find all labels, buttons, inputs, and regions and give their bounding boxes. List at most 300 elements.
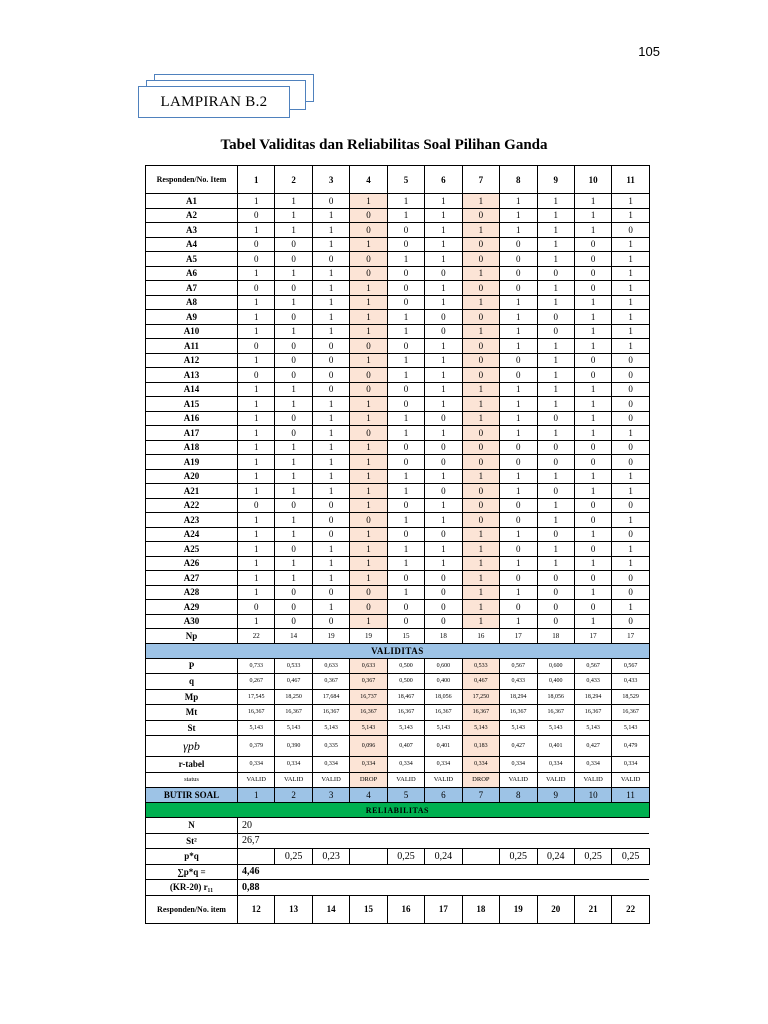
respondent-row-cell: 1 xyxy=(275,266,312,281)
rpb-row-label: γpb xyxy=(146,736,238,757)
respondent-row-cell: 1 xyxy=(312,295,349,310)
stat-row-p-cell: 0,500 xyxy=(387,658,424,674)
lampiran-label: LAMPIRAN B.2 xyxy=(138,86,290,118)
respondent-row-label: A2 xyxy=(146,208,238,223)
stat-row-p-label: P xyxy=(146,658,238,674)
rtabel-row-cell: 0,334 xyxy=(350,757,387,773)
respondent-row-label: A10 xyxy=(146,324,238,339)
respondent-row-cell: 0 xyxy=(612,498,649,513)
stat-row-mp-cell: 18,467 xyxy=(387,689,424,705)
respondent-row-cell: 1 xyxy=(312,324,349,339)
respondent-row-cell: 1 xyxy=(238,353,275,368)
respondent-row-cell: 0 xyxy=(612,223,649,238)
respondent-row-cell: 1 xyxy=(350,324,387,339)
respondent-row-cell: 1 xyxy=(500,208,537,223)
pq-cell xyxy=(238,849,275,865)
respondent-row-cell: 0 xyxy=(462,353,499,368)
respondent-row-cell: 1 xyxy=(275,194,312,209)
status-row-label: status xyxy=(146,772,238,788)
stat-row-p xyxy=(146,658,650,674)
rtabel-row-cell: 0,334 xyxy=(425,757,462,773)
stat-row-q-cell: 0,400 xyxy=(425,674,462,690)
respondent-row-cell: 1 xyxy=(425,542,462,557)
respondent-row xyxy=(146,556,650,571)
respondent-row-cell: 0 xyxy=(462,368,499,383)
butir-soal-number: 2 xyxy=(275,788,312,803)
respondent-row-cell: 1 xyxy=(425,469,462,484)
respondent-row-cell: 0 xyxy=(425,411,462,426)
header-item-number: 3 xyxy=(312,166,349,194)
np-row-cell: 19 xyxy=(350,629,387,644)
respondent-row xyxy=(146,324,650,339)
respondent-row-cell: 1 xyxy=(350,237,387,252)
respondent-row-cell: 1 xyxy=(238,585,275,600)
respondent-row-cell: 1 xyxy=(574,339,611,354)
respondent-row-cell: 0 xyxy=(238,339,275,354)
respondent-row-cell: 0 xyxy=(350,339,387,354)
respondent-row-cell: 1 xyxy=(462,266,499,281)
respondent-row-cell: 0 xyxy=(500,498,537,513)
stat-row-q-cell: 0,467 xyxy=(275,674,312,690)
respondent-row-label: A16 xyxy=(146,411,238,426)
respondent-row-cell: 0 xyxy=(537,527,574,542)
stat-row-mp-label: Mp xyxy=(146,689,238,705)
np-row-cell: 17 xyxy=(500,629,537,644)
respondent-row-cell: 1 xyxy=(312,266,349,281)
respondent-row-cell: 0 xyxy=(312,382,349,397)
header2-responden-label: Responden/No. item xyxy=(146,895,238,923)
respondent-row-cell: 1 xyxy=(500,295,537,310)
respondent-row xyxy=(146,600,650,615)
rel-st-value: 26,7 xyxy=(238,833,650,849)
respondent-row-cell: 0 xyxy=(387,397,424,412)
respondent-row-cell: 0 xyxy=(612,397,649,412)
status-row-cell: VALID xyxy=(275,772,312,788)
respondent-row-cell: 0 xyxy=(574,281,611,296)
stat-row-p-cell: 0,533 xyxy=(462,658,499,674)
respondent-row-cell: 0 xyxy=(500,440,537,455)
respondent-row-cell: 1 xyxy=(425,295,462,310)
butir-soal-number: 8 xyxy=(500,788,537,803)
stat-row-p-cell: 0,567 xyxy=(574,658,611,674)
butir-soal-number: 4 xyxy=(350,788,387,803)
respondent-row-label: A13 xyxy=(146,368,238,383)
stat-row-q-cell: 0,467 xyxy=(462,674,499,690)
respondent-row-cell: 1 xyxy=(425,237,462,252)
respondent-row-cell: 0 xyxy=(387,339,424,354)
respondent-row-cell: 1 xyxy=(238,266,275,281)
respondent-row-cell: 1 xyxy=(612,295,649,310)
rel-st-label: St² xyxy=(146,833,238,849)
respondent-row-cell: 0 xyxy=(462,513,499,528)
respondent-row-cell: 1 xyxy=(238,295,275,310)
respondent-row xyxy=(146,208,650,223)
respondent-row-cell: 0 xyxy=(238,208,275,223)
respondent-row-cell: 1 xyxy=(462,527,499,542)
pq-cell: 0,25 xyxy=(574,849,611,865)
respondent-row-cell: 0 xyxy=(238,368,275,383)
respondent-row-cell: 1 xyxy=(537,542,574,557)
respondent-row-cell: 1 xyxy=(312,469,349,484)
respondent-row-cell: 0 xyxy=(275,542,312,557)
respondent-row-cell: 1 xyxy=(238,397,275,412)
header2-item-number: 21 xyxy=(574,895,611,923)
respondent-row-cell: 1 xyxy=(350,571,387,586)
reliabilitas-heading: RELIABILITAS xyxy=(146,803,650,818)
respondent-row-cell: 1 xyxy=(387,252,424,267)
status-row-cell: DROP xyxy=(462,772,499,788)
respondent-row xyxy=(146,498,650,513)
respondent-row-cell: 1 xyxy=(500,382,537,397)
respondent-row-cell: 1 xyxy=(312,208,349,223)
np-row-cell: 15 xyxy=(387,629,424,644)
respondent-row-cell: 1 xyxy=(387,426,424,441)
respondent-row-cell: 0 xyxy=(612,571,649,586)
respondent-row-cell: 0 xyxy=(500,237,537,252)
respondent-row-cell: 0 xyxy=(350,382,387,397)
respondent-row-cell: 1 xyxy=(574,585,611,600)
respondent-row-cell: 0 xyxy=(238,281,275,296)
stat-row-mp-cell: 17,684 xyxy=(312,689,349,705)
respondent-row-cell: 0 xyxy=(612,440,649,455)
butir-soal-number: 10 xyxy=(574,788,611,803)
respondent-row-cell: 1 xyxy=(238,324,275,339)
respondent-row-cell: 1 xyxy=(612,542,649,557)
respondent-row-label: A20 xyxy=(146,469,238,484)
respondent-row-cell: 0 xyxy=(312,614,349,629)
stat-row-st xyxy=(146,720,650,736)
stat-row-st-cell: 5,143 xyxy=(462,720,499,736)
respondent-row-cell: 1 xyxy=(462,614,499,629)
respondent-row-cell: 1 xyxy=(612,600,649,615)
respondent-row-cell: 1 xyxy=(612,339,649,354)
respondent-row-cell: 1 xyxy=(537,252,574,267)
respondent-row-cell: 1 xyxy=(612,324,649,339)
stat-row-p-cell: 0,600 xyxy=(537,658,574,674)
np-row-cell: 17 xyxy=(612,629,649,644)
respondent-row-cell: 1 xyxy=(500,585,537,600)
stat-row-mp-cell: 16,737 xyxy=(350,689,387,705)
respondent-row-cell: 0 xyxy=(537,571,574,586)
respondent-row-cell: 0 xyxy=(387,281,424,296)
stat-row-mp-cell: 17,250 xyxy=(462,689,499,705)
respondent-row-cell: 1 xyxy=(275,440,312,455)
stat-row-p-cell: 0,633 xyxy=(350,658,387,674)
butir-soal-number: 11 xyxy=(612,788,649,803)
stat-row-mt-cell: 16,367 xyxy=(238,705,275,721)
stat-row-q-cell: 0,267 xyxy=(238,674,275,690)
respondent-row-cell: 0 xyxy=(462,339,499,354)
table-header-row xyxy=(146,166,650,194)
respondent-row-cell: 0 xyxy=(500,252,537,267)
rpb-row xyxy=(146,736,650,757)
pq-cell: 0,25 xyxy=(275,849,312,865)
respondent-row-cell: 1 xyxy=(537,353,574,368)
respondent-row-cell: 1 xyxy=(537,469,574,484)
pq-cell: 0,25 xyxy=(500,849,537,865)
header-item-number: 10 xyxy=(574,166,611,194)
kr20-row xyxy=(146,880,650,896)
respondent-row-cell: 1 xyxy=(387,513,424,528)
np-row-cell: 14 xyxy=(275,629,312,644)
respondent-row-cell: 1 xyxy=(425,223,462,238)
respondent-row-label: A1 xyxy=(146,194,238,209)
respondent-row-cell: 1 xyxy=(275,469,312,484)
respondent-row xyxy=(146,527,650,542)
respondent-row xyxy=(146,513,650,528)
respondent-row-cell: 0 xyxy=(425,440,462,455)
stat-row-mt xyxy=(146,705,650,721)
status-row-cell: VALID xyxy=(312,772,349,788)
respondent-row xyxy=(146,542,650,557)
respondent-row-cell: 1 xyxy=(500,527,537,542)
rpb-row-cell: 0,183 xyxy=(462,736,499,757)
respondent-row-cell: 1 xyxy=(500,339,537,354)
respondent-row-cell: 1 xyxy=(275,527,312,542)
respondent-row-cell: 1 xyxy=(500,397,537,412)
header-item-number: 5 xyxy=(387,166,424,194)
respondent-row-cell: 1 xyxy=(387,469,424,484)
respondent-row-cell: 1 xyxy=(312,455,349,470)
respondent-row-cell: 0 xyxy=(537,614,574,629)
respondent-row-cell: 1 xyxy=(462,397,499,412)
rtabel-row-cell: 0,334 xyxy=(312,757,349,773)
respondent-row-cell: 1 xyxy=(574,397,611,412)
respondent-row-cell: 0 xyxy=(500,542,537,557)
stat-row-mt-cell: 16,367 xyxy=(275,705,312,721)
respondent-row-cell: 1 xyxy=(350,281,387,296)
respondent-row-cell: 0 xyxy=(425,310,462,325)
respondent-row-cell: 0 xyxy=(238,252,275,267)
np-row-cell: 19 xyxy=(312,629,349,644)
respondent-row-cell: 0 xyxy=(275,411,312,426)
respondent-row-cell: 1 xyxy=(537,208,574,223)
respondent-row-cell: 0 xyxy=(312,513,349,528)
respondent-row-cell: 1 xyxy=(425,339,462,354)
respondent-row-cell: 0 xyxy=(425,455,462,470)
respondent-row-cell: 1 xyxy=(500,614,537,629)
respondent-row-label: A24 xyxy=(146,527,238,542)
stat-row-mt-cell: 16,367 xyxy=(425,705,462,721)
header-item-number: 2 xyxy=(275,166,312,194)
respondent-row-cell: 0 xyxy=(500,513,537,528)
respondent-row-cell: 0 xyxy=(350,368,387,383)
respondent-row-cell: 1 xyxy=(425,353,462,368)
respondent-row-cell: 0 xyxy=(537,324,574,339)
header2-item-number: 12 xyxy=(238,895,275,923)
stat-row-mt-cell: 16,367 xyxy=(387,705,424,721)
respondent-row-cell: 1 xyxy=(312,484,349,499)
respondent-row-cell: 0 xyxy=(462,237,499,252)
respondent-row xyxy=(146,440,650,455)
lampiran-label-box xyxy=(138,78,318,118)
rtabel-row-cell: 0,334 xyxy=(537,757,574,773)
respondent-row-cell: 1 xyxy=(238,411,275,426)
rtabel-row-label: r-tabel xyxy=(146,757,238,773)
respondent-row-cell: 1 xyxy=(425,397,462,412)
respondent-row-cell: 0 xyxy=(537,266,574,281)
respondent-row-cell: 1 xyxy=(387,542,424,557)
stat-row-mp-cell: 18,250 xyxy=(275,689,312,705)
respondent-row-cell: 0 xyxy=(275,614,312,629)
respondent-row-cell: 1 xyxy=(312,571,349,586)
respondent-row-cell: 1 xyxy=(350,455,387,470)
respondent-row-cell: 0 xyxy=(574,513,611,528)
respondent-row-cell: 1 xyxy=(312,556,349,571)
respondent-row-cell: 1 xyxy=(350,194,387,209)
respondent-row-cell: 0 xyxy=(537,585,574,600)
respondent-row-cell: 1 xyxy=(238,469,275,484)
respondent-row-cell: 1 xyxy=(574,556,611,571)
respondent-row-cell: 1 xyxy=(312,542,349,557)
respondent-row-cell: 1 xyxy=(387,411,424,426)
respondent-row-cell: 0 xyxy=(238,600,275,615)
rtabel-row xyxy=(146,757,650,773)
stat-row-st-cell: 5,143 xyxy=(500,720,537,736)
respondent-row-cell: 1 xyxy=(462,542,499,557)
header-item-number: 6 xyxy=(425,166,462,194)
respondent-row-cell: 1 xyxy=(350,484,387,499)
respondent-row-cell: 1 xyxy=(238,455,275,470)
np-row-cell: 18 xyxy=(425,629,462,644)
respondent-row xyxy=(146,281,650,296)
stat-row-mp xyxy=(146,689,650,705)
respondent-row-cell: 1 xyxy=(462,571,499,586)
respondent-row-cell: 0 xyxy=(312,585,349,600)
respondent-row-cell: 1 xyxy=(574,310,611,325)
respondent-row-cell: 0 xyxy=(350,266,387,281)
rpb-row-cell: 0,096 xyxy=(350,736,387,757)
respondent-row-cell: 0 xyxy=(312,527,349,542)
respondent-row-cell: 1 xyxy=(612,194,649,209)
respondent-row-cell: 0 xyxy=(425,585,462,600)
respondent-row-cell: 1 xyxy=(537,498,574,513)
respondent-row-cell: 1 xyxy=(312,440,349,455)
stat-row-st-cell: 5,143 xyxy=(612,720,649,736)
stat-row-mp-cell: 18,294 xyxy=(500,689,537,705)
respondent-row-cell: 1 xyxy=(612,266,649,281)
respondent-row-cell: 0 xyxy=(350,600,387,615)
respondent-row-cell: 0 xyxy=(312,252,349,267)
respondent-row-cell: 1 xyxy=(425,194,462,209)
status-row-cell: VALID xyxy=(537,772,574,788)
respondent-row-label: A17 xyxy=(146,426,238,441)
respondent-row-cell: 1 xyxy=(612,281,649,296)
respondent-row-cell: 0 xyxy=(462,310,499,325)
rel-n-label: N xyxy=(146,818,238,834)
respondent-row-cell: 1 xyxy=(500,194,537,209)
rpb-row-cell: 0,479 xyxy=(612,736,649,757)
respondent-row-cell: 1 xyxy=(275,556,312,571)
respondent-row-cell: 0 xyxy=(462,484,499,499)
respondent-row-cell: 1 xyxy=(312,411,349,426)
respondent-row-cell: 1 xyxy=(350,469,387,484)
respondent-row-cell: 0 xyxy=(462,498,499,513)
rpb-row-cell: 0,427 xyxy=(500,736,537,757)
respondent-row-cell: 0 xyxy=(500,266,537,281)
respondent-row-cell: 0 xyxy=(612,382,649,397)
respondent-row xyxy=(146,368,650,383)
butir-soal-number: 1 xyxy=(238,788,275,803)
respondent-row xyxy=(146,571,650,586)
respondent-row-cell: 0 xyxy=(574,353,611,368)
stat-row-p-cell: 0,733 xyxy=(238,658,275,674)
respondent-row-cell: 1 xyxy=(612,208,649,223)
respondent-row-cell: 0 xyxy=(574,542,611,557)
respondent-row-label: A9 xyxy=(146,310,238,325)
respondent-row-cell: 1 xyxy=(425,556,462,571)
respondent-row-cell: 1 xyxy=(537,223,574,238)
respondent-row-cell: 1 xyxy=(387,194,424,209)
rtabel-row-cell: 0,334 xyxy=(574,757,611,773)
respondent-row-cell: 1 xyxy=(238,223,275,238)
respondent-row-label: A27 xyxy=(146,571,238,586)
rtabel-row-cell: 0,334 xyxy=(462,757,499,773)
respondent-row-cell: 0 xyxy=(387,527,424,542)
respondent-row xyxy=(146,469,650,484)
respondent-row-cell: 1 xyxy=(462,194,499,209)
respondent-row-cell: 1 xyxy=(612,310,649,325)
stat-row-q xyxy=(146,674,650,690)
status-row-cell: VALID xyxy=(500,772,537,788)
np-row-cell: 16 xyxy=(462,629,499,644)
respondent-row-label: A12 xyxy=(146,353,238,368)
stat-row-mp-cell: 17,545 xyxy=(238,689,275,705)
stat-row-mt-cell: 16,367 xyxy=(537,705,574,721)
butir-soal-row xyxy=(146,788,650,803)
respondent-row xyxy=(146,411,650,426)
respondent-row-cell: 1 xyxy=(275,382,312,397)
header-item-number: 11 xyxy=(612,166,649,194)
header2-item-number: 13 xyxy=(275,895,312,923)
butir-soal-number: 5 xyxy=(387,788,424,803)
rpb-row-cell: 0,379 xyxy=(238,736,275,757)
respondent-row-cell: 1 xyxy=(312,310,349,325)
respondent-row-cell: 1 xyxy=(574,614,611,629)
respondent-row xyxy=(146,426,650,441)
respondent-row-cell: 0 xyxy=(387,266,424,281)
respondent-row-cell: 0 xyxy=(612,614,649,629)
respondent-row-cell: 0 xyxy=(574,237,611,252)
respondent-row-cell: 1 xyxy=(574,484,611,499)
stat-row-st-cell: 5,143 xyxy=(350,720,387,736)
respondent-row-cell: 1 xyxy=(238,194,275,209)
header-item-number: 4 xyxy=(350,166,387,194)
respondent-row-cell: 1 xyxy=(238,484,275,499)
respondent-row-cell: 1 xyxy=(612,556,649,571)
respondent-row-cell: 1 xyxy=(275,295,312,310)
respondent-row-cell: 1 xyxy=(500,223,537,238)
respondent-row-cell: 1 xyxy=(350,556,387,571)
respondent-row-label: A11 xyxy=(146,339,238,354)
respondent-row-cell: 1 xyxy=(387,208,424,223)
respondent-row-label: A14 xyxy=(146,382,238,397)
respondent-row-label: A22 xyxy=(146,498,238,513)
respondent-row-label: A6 xyxy=(146,266,238,281)
respondent-row-cell: 1 xyxy=(350,527,387,542)
respondent-row-cell: 0 xyxy=(425,571,462,586)
respondent-row-cell: 0 xyxy=(537,310,574,325)
respondent-row-cell: 1 xyxy=(238,527,275,542)
respondent-row-cell: 0 xyxy=(574,252,611,267)
kr20-value: 0,88 xyxy=(238,880,650,896)
rel-st-row xyxy=(146,833,650,849)
stat-row-st-cell: 5,143 xyxy=(425,720,462,736)
respondent-row-cell: 0 xyxy=(537,411,574,426)
respondent-row-cell: 1 xyxy=(425,513,462,528)
respondent-row-cell: 1 xyxy=(425,208,462,223)
respondent-row-cell: 1 xyxy=(275,223,312,238)
